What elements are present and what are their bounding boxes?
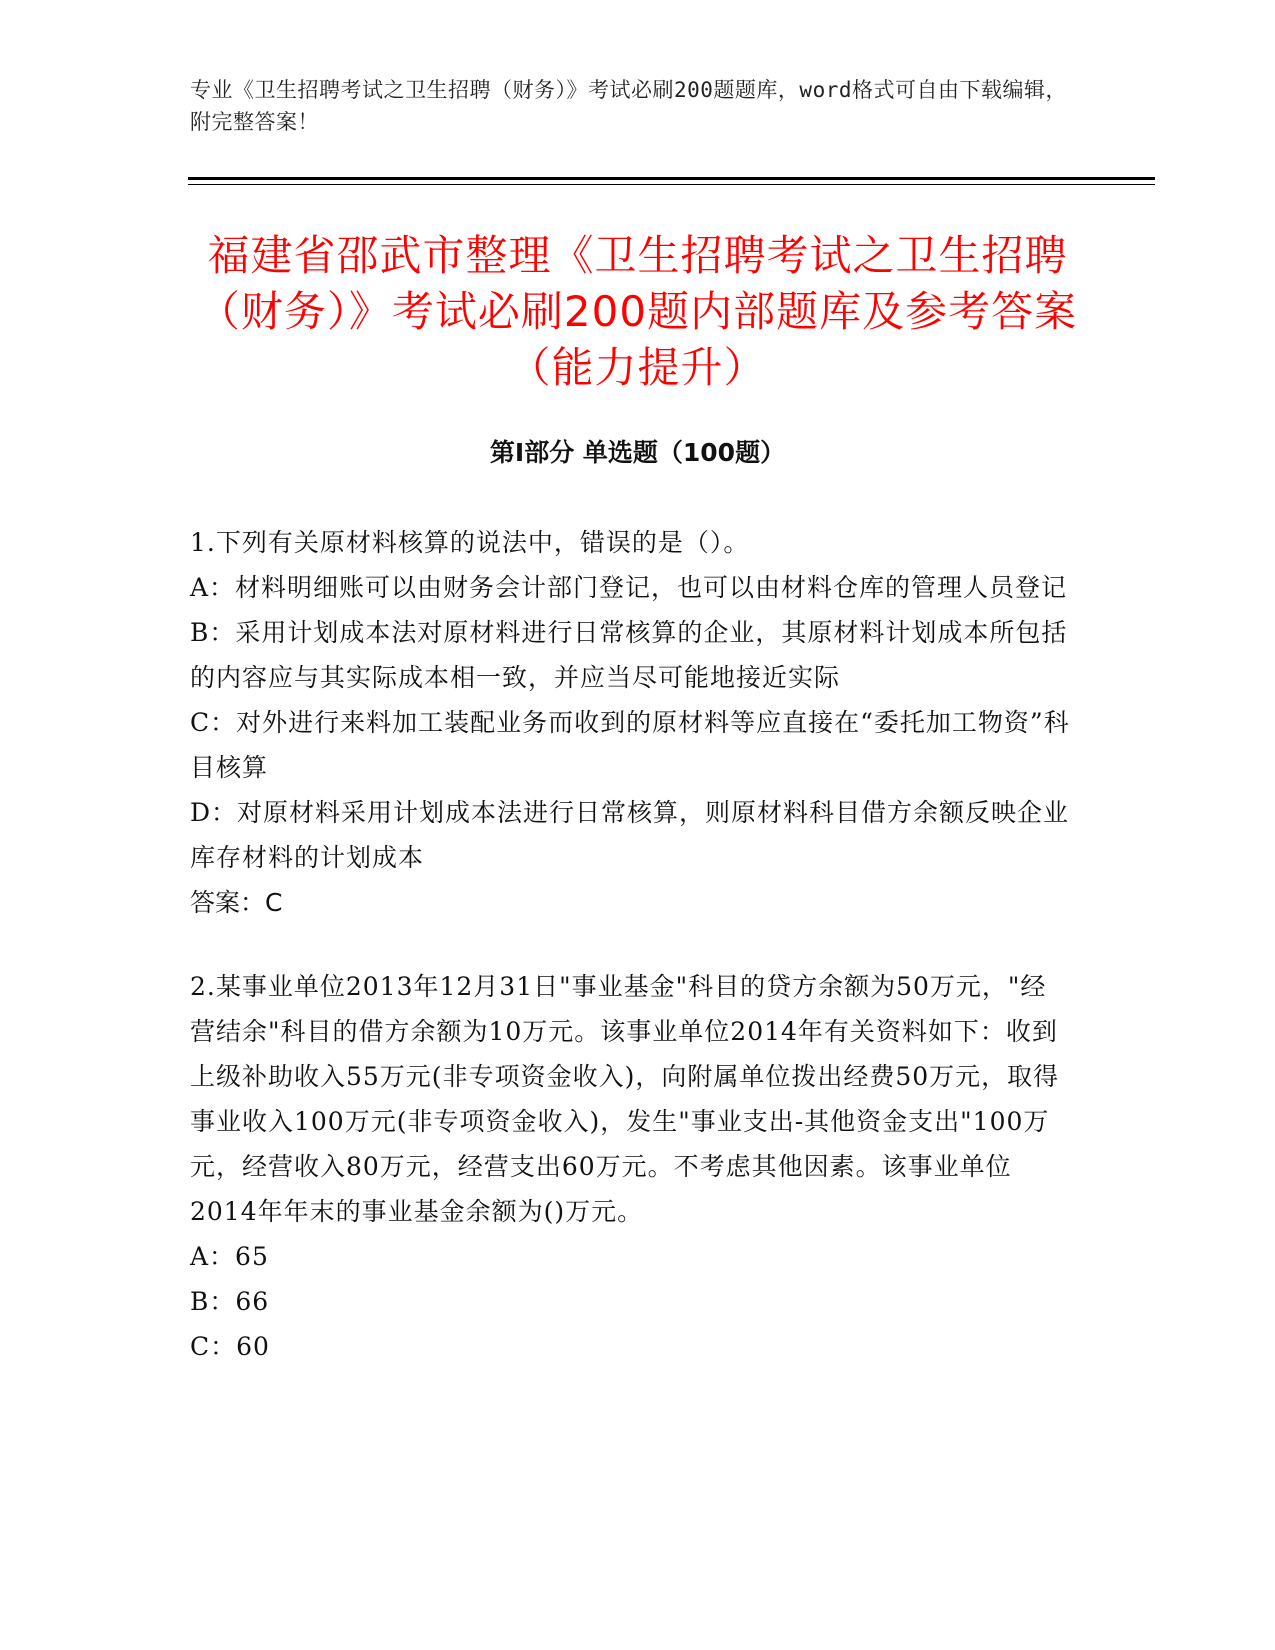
option-c: C：对外进行来料加工装配业务而收到的原材料等应直接在“委托加工物资”科目核算 (190, 708, 1070, 782)
question-2 (190, 964, 1070, 1369)
option-c: C：60 (190, 1332, 270, 1361)
question-list (190, 520, 1070, 1407)
question-stem: 1.下列有关原材料核算的说法中，错误的是（）。 (190, 528, 750, 557)
question-stem: 2.某事业单位2013年12月31日"事业基金"科目的贷方余额为50万元，"经营结余"科目的借方余额为10万元。该事业单位2014年有关资料如下：收到上级补助收入55万元(非专项资金收入)，向附属单位拨出经费50万元，取得事业收入100万元(非专项资金收入)，发生"事业支出-其他资金支出"100万元，经营收入80万元，经营支出60万元。不考虑其他因素。该事业单位2014年年末的事业基金余额为()万元。 (190, 972, 1060, 1226)
header-rule-thin (188, 184, 1155, 185)
document-title: 福建省邵武市整理《卫生招聘考试之卫生招聘（财务）》考试必刷200题内部题库及参考答案（能力提升） (197, 231, 1078, 392)
header-note: 专业《卫生招聘考试之卫生招聘（财务）》考试必刷200题题库，word格式可自由下载编辑，附完整答案！ (190, 78, 1067, 134)
option-d: D：对原材料采用计划成本法进行日常核算，则原材料科目借方余额反映企业库存材料的计划成本 (190, 798, 1070, 872)
section-title: 第Ⅰ部分 单选题（100题） (489, 438, 786, 467)
option-b: B：采用计划成本法对原材料进行日常核算的企业，其原材料计划成本所包括的内容应与其实际成本相一致，并应当尽可能地接近实际 (190, 618, 1068, 692)
answer: 答案：C (190, 888, 283, 917)
option-a: A：材料明细账可以由财务会计部门登记，也可以由材料仓库的管理人员登记 (190, 573, 1068, 602)
option-b: B：66 (190, 1287, 270, 1316)
question-1 (190, 520, 1070, 926)
option-a: A：65 (190, 1242, 269, 1271)
header-rule-thick (188, 177, 1155, 180)
